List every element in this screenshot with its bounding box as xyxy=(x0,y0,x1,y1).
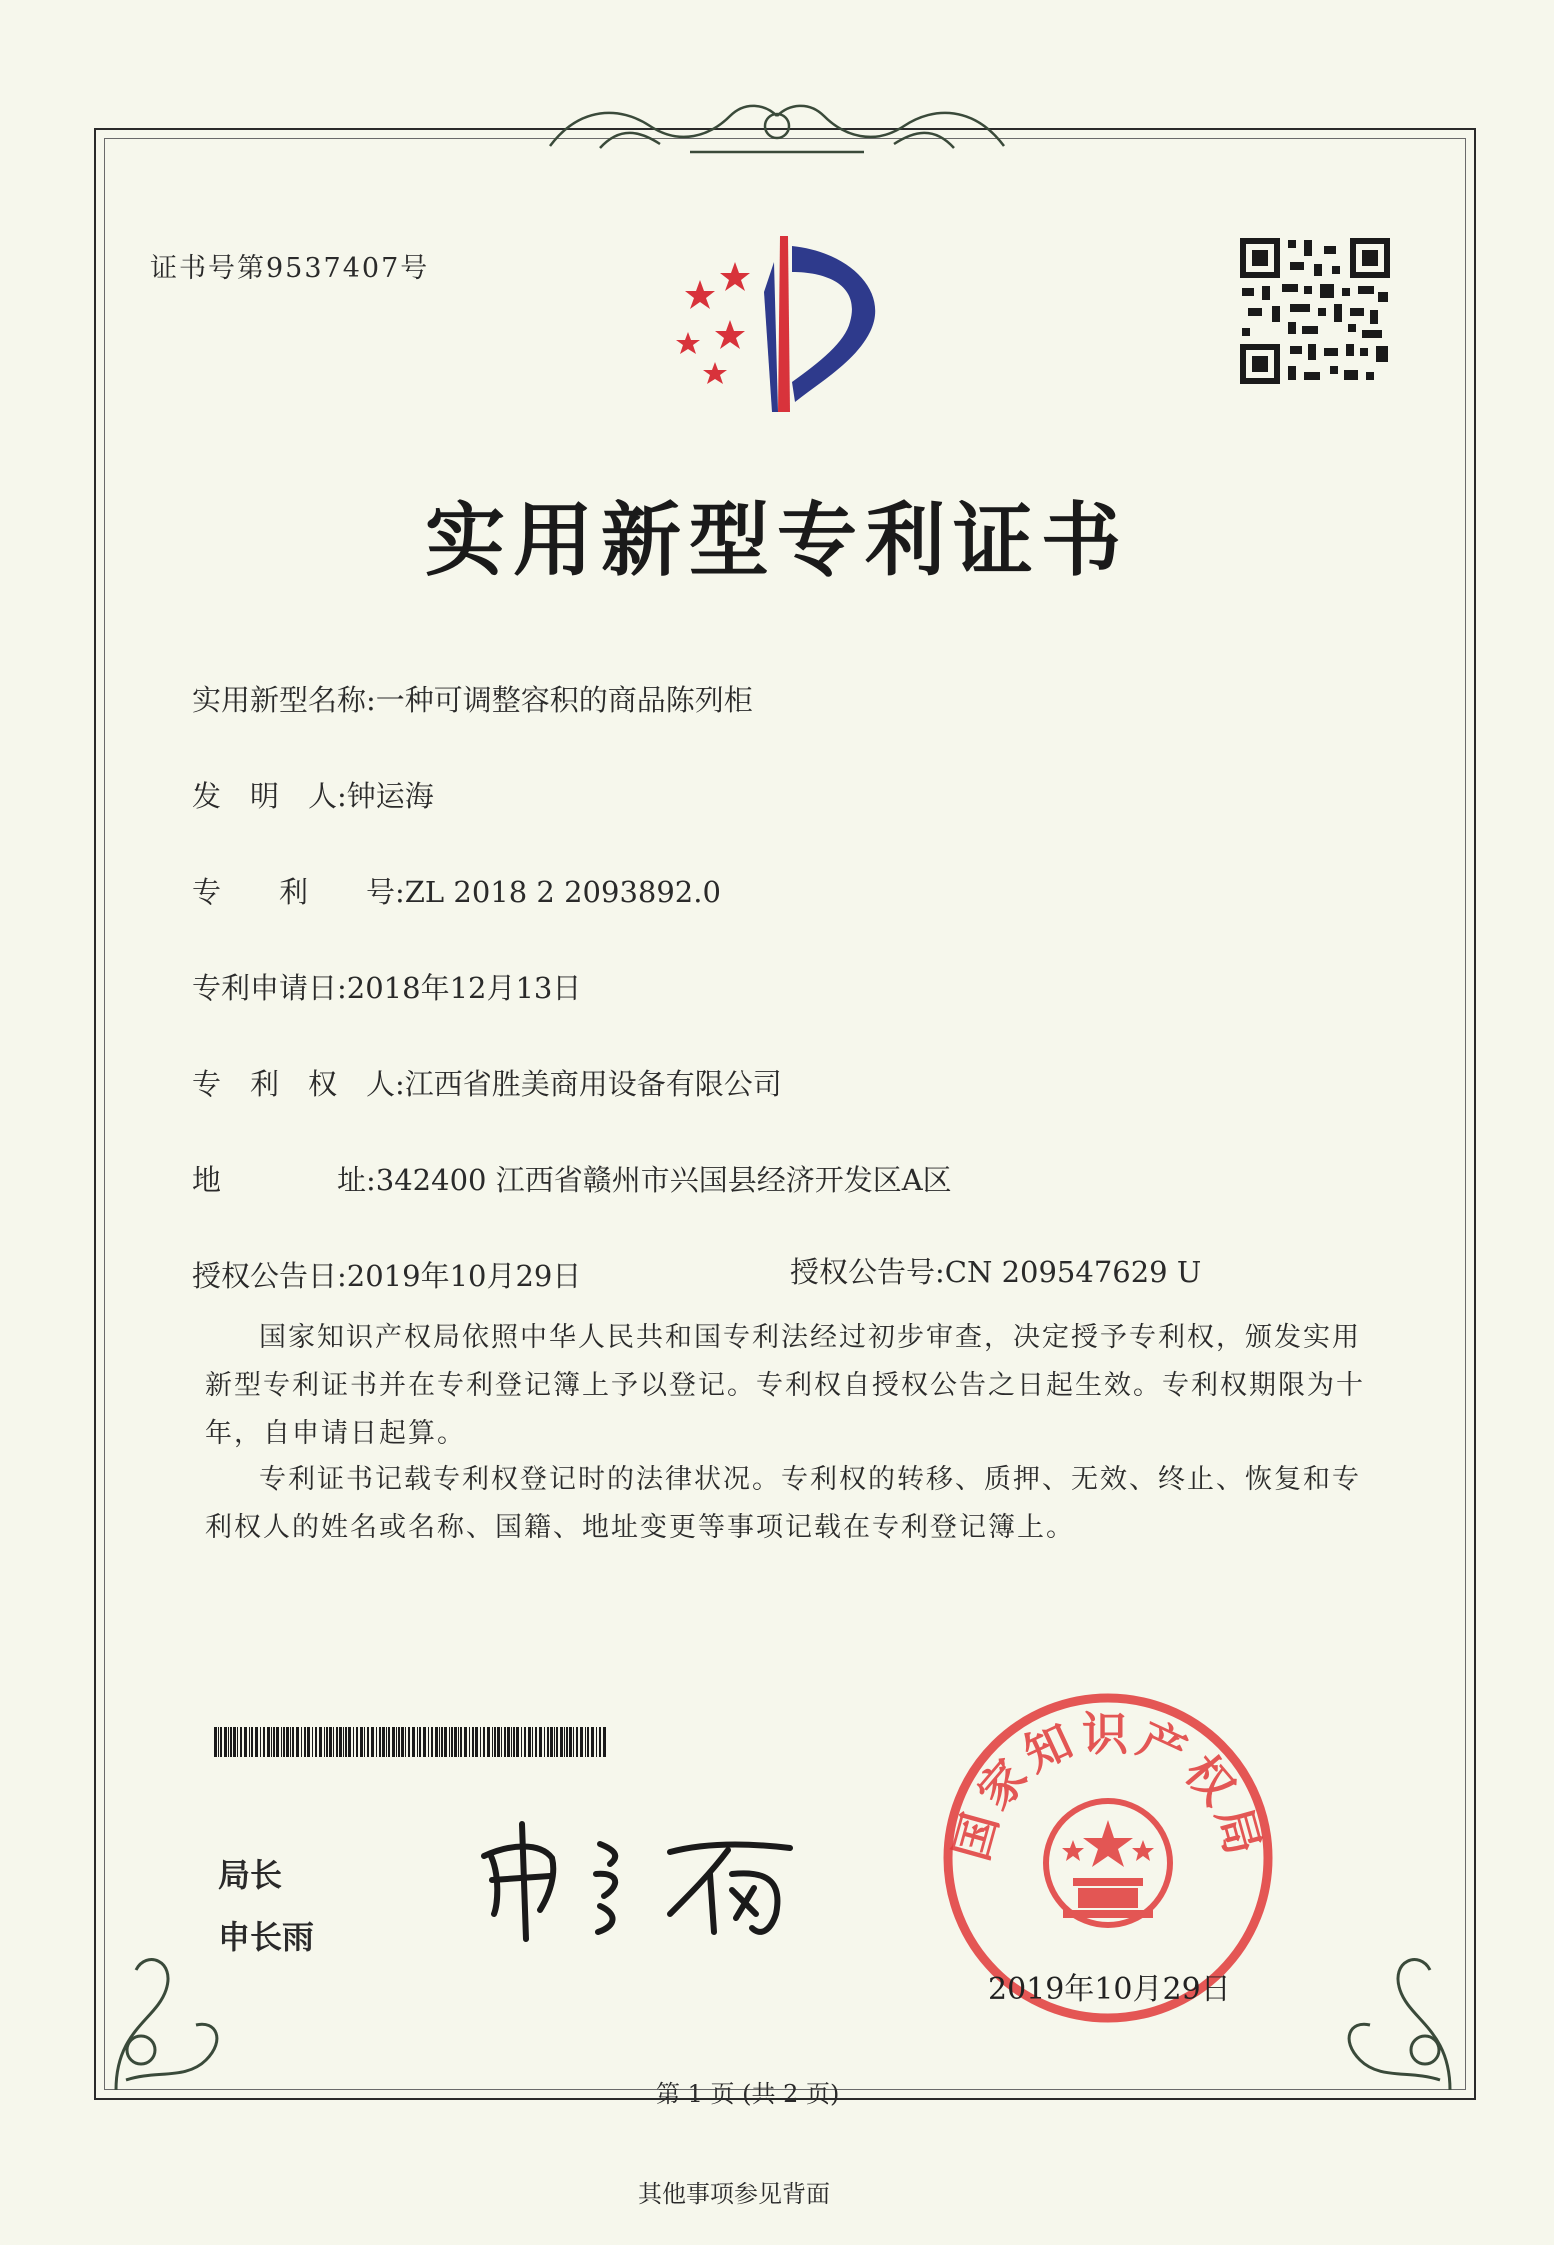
field-label: 发 明 人: xyxy=(192,779,347,813)
field-inventor xyxy=(192,774,434,815)
field-value: 江西省胜美商用设备有限公司 xyxy=(404,1067,782,1101)
field-address xyxy=(192,1158,952,1199)
qr-code-icon[interactable] xyxy=(1238,236,1392,386)
field-value: CN 209547629 U xyxy=(944,1255,1202,1289)
field-value: 钟运海 xyxy=(346,779,434,813)
corner-ornament-right xyxy=(1320,1930,1470,2100)
certificate-number: 证书号第9537407号 xyxy=(150,253,430,284)
cnipa-logo-icon xyxy=(660,232,900,422)
field-value: 2019年10月29日 xyxy=(346,1259,582,1293)
field-filing-date xyxy=(192,966,581,1007)
seal-text: 国家知识产权局 xyxy=(943,1707,1273,1867)
certificate-title: 实用新型专利证书 xyxy=(425,493,1129,587)
field-label: 实用新型名称: xyxy=(192,683,376,717)
handwritten-signature xyxy=(470,1814,810,1944)
field-utility-model-name xyxy=(192,678,753,719)
field-label: 专 利 号: xyxy=(192,875,405,909)
field-label: 授权公告日: xyxy=(192,1259,347,1293)
field-label: 专利申请日: xyxy=(192,971,347,1005)
field-patentee xyxy=(192,1062,782,1103)
field-grant-date xyxy=(192,1254,581,1295)
legal-paragraph-2: 专利证书记载专利权登记时的法律状况。专利权的转移、质押、无效、终止、恢复和专利权人的姓名或名称、国籍、地址变更等事项记载在专利登记簿上。 xyxy=(205,1464,1361,1543)
top-ornament xyxy=(540,86,1014,162)
page-indicator: 第 1 页 (共 2 页) xyxy=(656,2080,840,2108)
field-value: 一种可调整容积的商品陈列柜 xyxy=(375,683,753,717)
field-label: 授权公告号: xyxy=(790,1255,945,1289)
field-grant-announcement-number xyxy=(790,1250,1201,1291)
field-value: 342400 江西省赣州市兴国县经济开发区A区 xyxy=(375,1163,952,1197)
field-value: 2018年12月13日 xyxy=(346,971,582,1005)
back-note: 其他事项参见背面 xyxy=(638,2180,830,2208)
signatory-title: 局长 xyxy=(218,1856,283,1894)
field-patent-number xyxy=(192,870,721,911)
barcode-icon xyxy=(214,1727,608,1757)
field-value: ZL 2018 2 2093892.0 xyxy=(404,875,721,909)
seal-date: 2019年10月29日 xyxy=(988,1972,1231,2007)
field-label: 专 利 权 人: xyxy=(192,1067,405,1101)
legal-paragraph-1: 国家知识产权局依照中华人民共和国专利法经过初步审查，决定授予专利权，颁发实用新型专利证书并在专利登记簿上予以登记。专利权自授权公告之日起生效。专利权期限为十年，自申请日起算。 xyxy=(205,1322,1365,1449)
signatory-name: 申长雨 xyxy=(218,1918,315,1956)
field-label: 地 址: xyxy=(192,1163,376,1197)
